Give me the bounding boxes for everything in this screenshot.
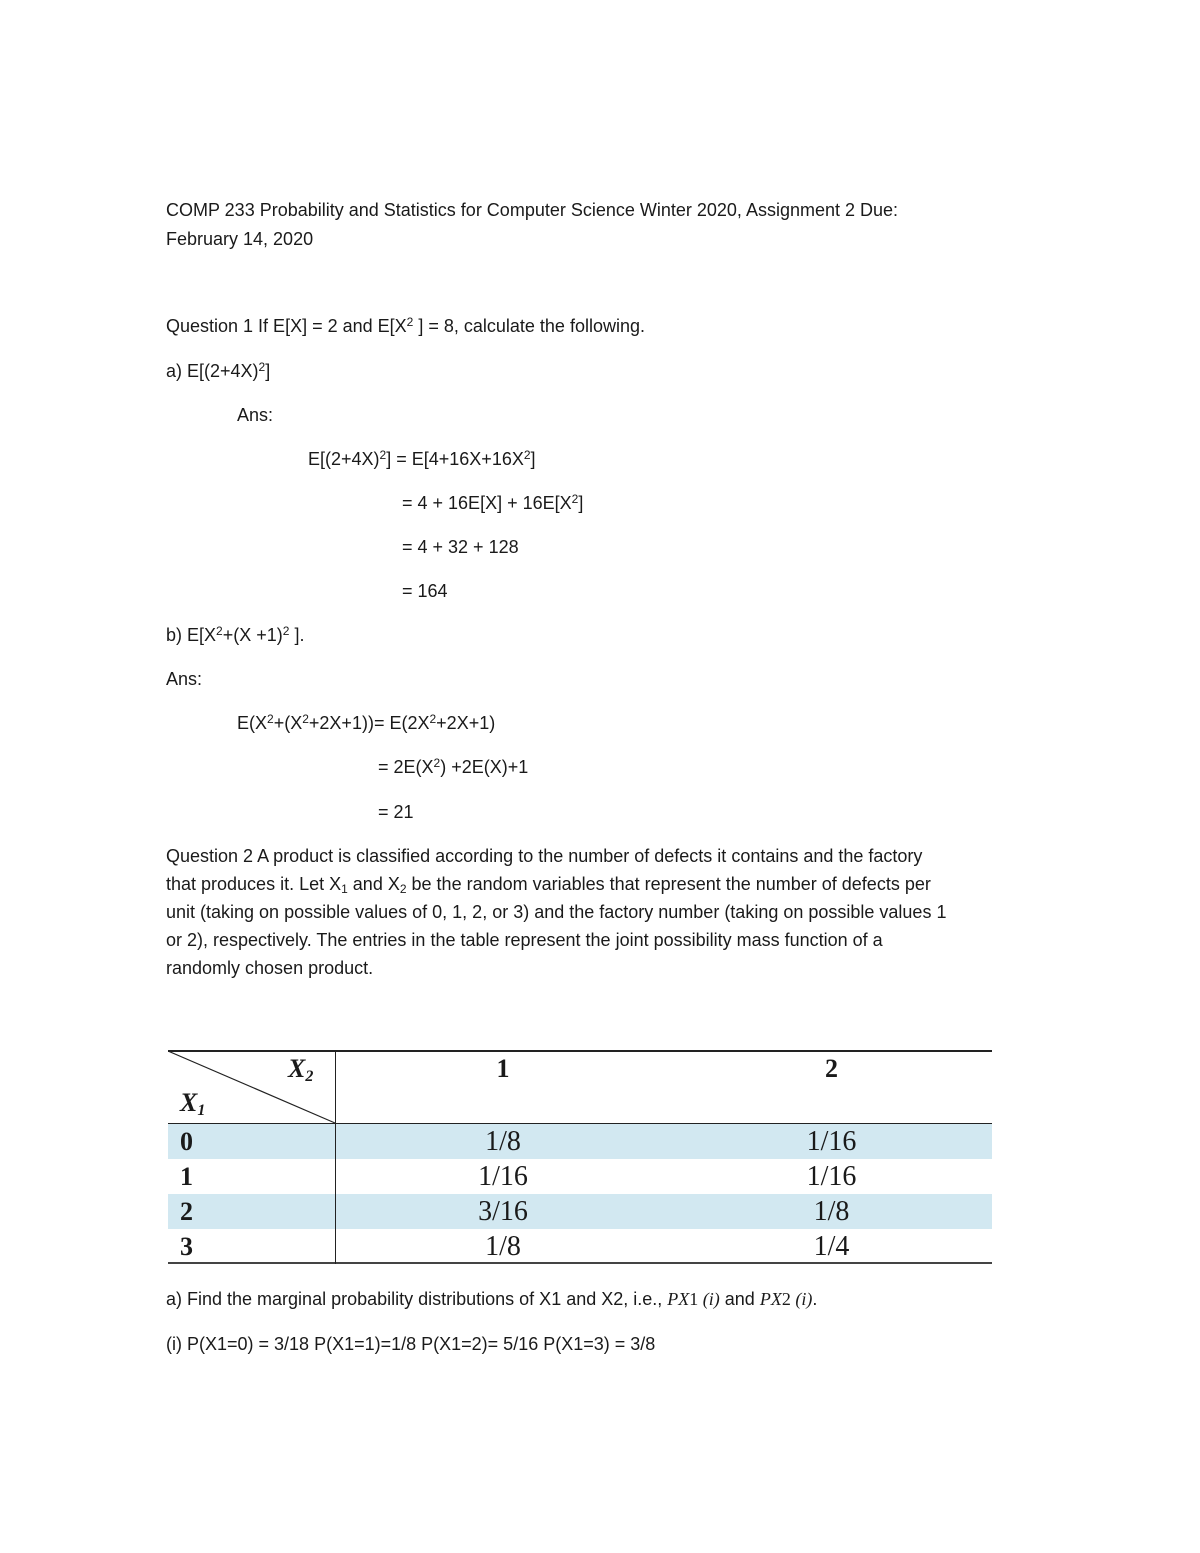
question-2a-answer: (i) P(X1=0) = 3/18 P(X1=1)=1/8 P(X1=2)= 5/16 P(X1=3) = 3/8 [166,1334,656,1354]
table-cell: 1/16 [478,1161,528,1192]
table-row-header: 3 [180,1232,193,1261]
question-1b-step-3: = 21 [378,802,414,822]
table-row-header: 2 [180,1197,193,1226]
question-2-text-line2: that produces it. Let $X_1$ and $X_2$ be the random variables that represent the number of defects per [166,874,931,896]
question-1a-label: a) $E[(2+4X)^2]$ [166,360,271,381]
joint-pmf-table [168,1050,992,1264]
table-cell: 1/8 [485,1126,521,1157]
question-1b-step-1: $E(X^2+(X^2+2X+1))= E(2X^2+2X+1)$ [237,712,496,733]
table-corner-x1-label: $X_1$ [180,1088,206,1119]
table-row-header: 0 [180,1127,193,1156]
question-1a-step-3: = 4 + 32 + 128 [402,537,519,557]
question-1a-ans-label: Ans: [237,405,274,425]
question-2-text-line1: Question 2 A product is classified according to the number of defects it contains and the factory [166,846,923,866]
table-cell: 3/16 [478,1196,528,1227]
document-title-line2: February 14, 2020 [166,229,314,249]
question-2-text-line4: or 2), respectively. The entries in the table represent the joint possibility mass function of a [166,930,883,950]
question-2-text-line5: randomly chosen product. [166,958,374,978]
table-cell: 1/16 [806,1126,857,1157]
table-col-header-2: 2 [825,1054,838,1083]
question-2-text-line3: unit (taking on possible values of 0, 1, 2, or 3) and the factory number (taking on possible values 1 [166,902,947,922]
table-cell: 1/16 [806,1161,857,1192]
table-cell: 1/4 [813,1231,850,1262]
question-2a-prompt: a) Find the marginal probability distributions of X1 and X2, i.e., PX1 (i) and PX2 (i). [166,1289,818,1309]
table-cell: 1/8 [485,1231,521,1262]
question-1a-step-2: = $4 + 16E[X] + 16E[X^2]$ [402,492,584,513]
table-corner-x2-label: $X_2$ [288,1054,314,1085]
table-row-header: 1 [180,1162,193,1191]
question-1-prompt: Question 1 If E[X] = 2 and $E[X^2$ ] = 8, calculate the following. [166,315,645,336]
table-col-header-1: 1 [496,1054,510,1083]
document-title-line1: COMP 233 Probability and Statistics for Computer Science Winter 2020, Assignment 2 Due: [166,200,899,220]
question-1a-step-4: = 164 [402,581,448,601]
question-1b-label: b) $E[X^2+(X +1)^2$ ]. [166,624,305,645]
question-1b-step-2: = $2E(X^2) +2E(X)+1$ [378,756,529,777]
table-cell: 1/8 [813,1196,850,1227]
question-1b-ans-label: Ans: [166,669,203,689]
question-1a-step-1: $E[(2+4X)^2] = E[4+16X+16X^2]$ [308,448,536,469]
